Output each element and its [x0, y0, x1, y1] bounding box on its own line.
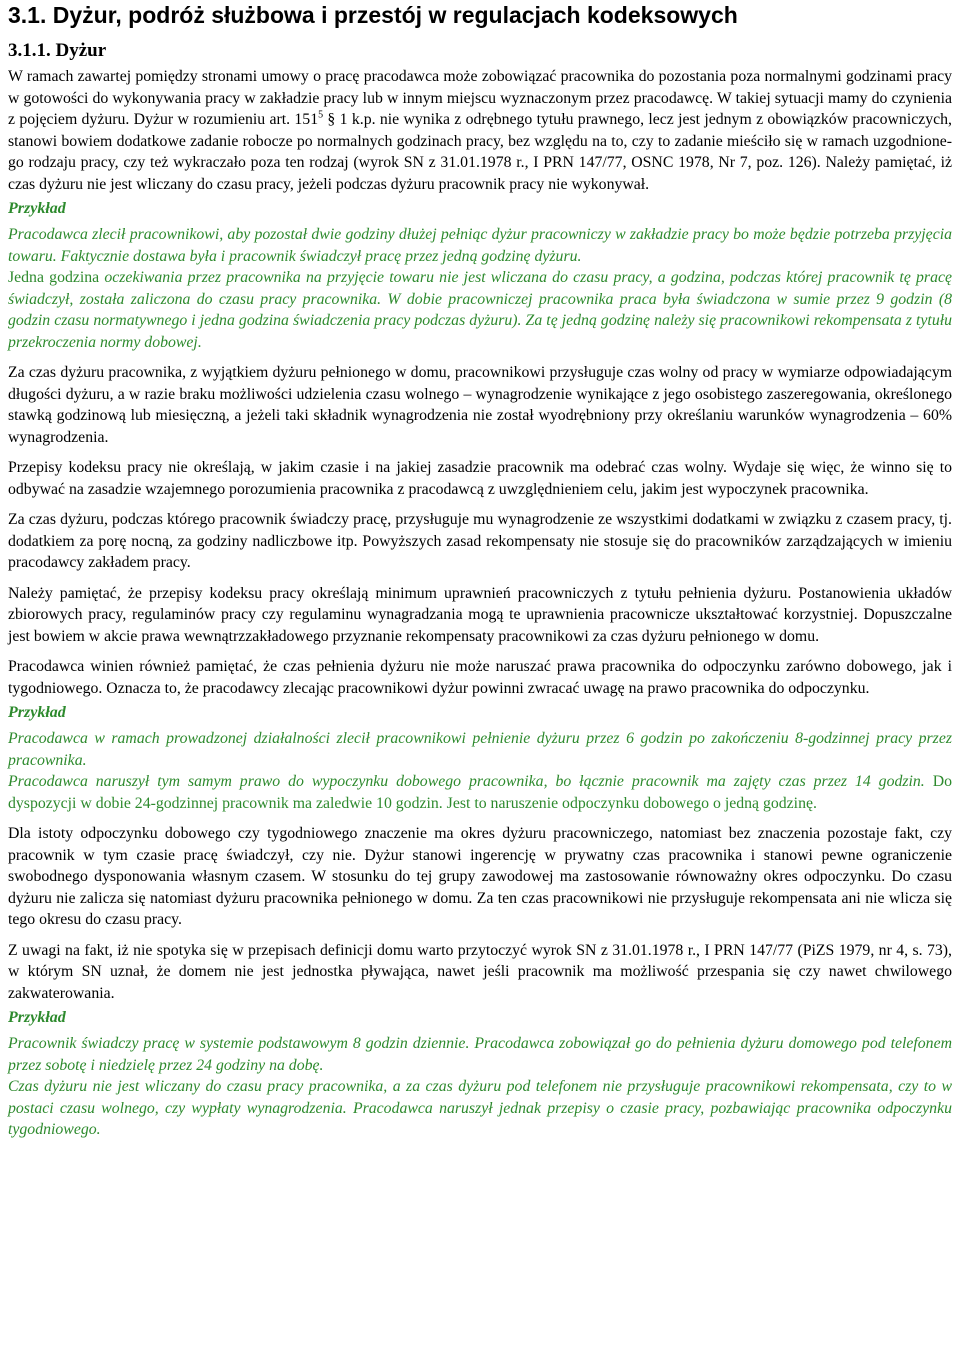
- body-paragraph: Dla istoty odpoczynku dobowego czy tygodniowego znaczenie ma okres dyżuru pracowniczego, natomiast bez znaczenia pozostaje fakt, czy pracownik w tym czasie pracę świadczył, czy nie. Dyżur stanowi ingerencję w prywatny czas pracownika i stanowi pewne ograniczenie swobodnego dysponowania własnym czasem. W stosunku do tej grupy zawodowej ma zastosowanie równoważny okres odpoczynku. Do czasu dyżuru nie zalicza się natomiast dyżuru pracownika pełnionego w domu. Za ten czas pracownikowi nie przysługuje rekompensata ani nie wlicza się tego okresu do czasu pracy.: [8, 825, 952, 928]
- body-paragraph: Z uwagi na fakt, iż nie spotyka się w przepisach definicji domu warto przytoczyć wyrok SN z 31.01.1978 r., I PRN 147/77 (PiZS 1979, nr 4, s. 73), w którym SN uznał, że domem nie jest jednostka pływająca, nawet jeśli pracownik ma możliwość przespania się czy nawet chwilowego zakwaterowania.: [8, 941, 952, 1002]
- example-label-3: Przykład: [8, 1009, 66, 1026]
- body-paragraph: Za czas dyżuru pracownika, z wyjątkiem dyżuru pełnionego w domu, pracownikowi przysługuje czas wolny od pracy w wymiarze odpowiadającym długości dyżuru, a w razie braku możliwości udzielenia czasu wolnego – wynagrodzenie wynikające z jego osobistego zaszeregowania, określonego stawką godzinową lub miesięczną, a jeżeli taki składnik wynagrodzenia nie został wyodrębniony przy określaniu warunków wynagrodzenia – 60% wynagrodzenia.: [8, 364, 952, 446]
- example-1-paragraph-2: [8, 267, 952, 353]
- example-2-paragraph-2: [8, 771, 952, 814]
- example-3-paragraph-2: Czas dyżuru nie jest wliczany do czasu pracy pracownika, a za czas dyżuru pod telefonem nie przysługuje pracownikowi rekompensata, czy to w postaci czasu wolnego, czy wypłaty wynagrodzenia. Pracodawca naruszył jednak przepisy o czasie pracy, pozbawiając pracownika odpoczynku tygodniowego.: [8, 1078, 952, 1138]
- example-2-paragraph-1: Pracodawca w ramach prowadzonej działalności zlecił pracownikowi pełnienie dyżuru przez 6 godzin po zakończeniu 8-godzinnej pracy przez pracownika.: [8, 730, 952, 769]
- example-2-text-italic: Pracodawca naruszył tym samym prawo do wypoczynku dobowego pracownika, bo łącznie pracownik ma zajęty czas przez 14 godzin.: [8, 773, 933, 790]
- body-paragraph: Za czas dyżuru, podczas którego pracownik świadczy pracę, przysługuje mu wynagrodzenie ze wszystkimi dodatkami w związku z czasem pracy, tj. dodatkiem za porę nocną, za godziny nadliczbowe itp. Powyższych zasad rekompensaty nie stosuje się do pracowników zarządzających w imieniu pracodawcy zakładem pracy.: [8, 511, 952, 571]
- example-1-text-upright: Jedna godzina: [8, 269, 105, 286]
- example-label-1: Przykład: [8, 200, 66, 217]
- example-label-2: Przykład: [8, 704, 66, 721]
- intro-text-a: W ramach zawartej pomiędzy stronami umowy o pracę pracodawca może zobowiązać pracownika do pozostania poza normalnymi godzinami pracy w gotowości do wykonywania pracy w zakładzie pracy lub w innym miejscu wyznaczonym przez pracodawcę. W takiej sytuacji mamy do czynienia z pojęciem dyżuru. Dyżur w rozumieniu art. 151: [8, 68, 952, 128]
- body-paragraph: Należy pamiętać, że przepisy kodeksu pracy określają minimum uprawnień pracowniczych z tytułu pełnienia dyżuru. Postanowienia układów zbiorowych pracy, regulaminów pracy czy regulaminu wynagradzania mogą te uprawnienia pracownicze ukształtować korzystniej. Dopuszczalne jest bowiem w akcie prawa wewnątrzzakładowego przyznanie rekompensaty pracownikowi za czas dyżuru pełnionego w domu.: [8, 584, 952, 645]
- document-page: [0, 2, 960, 1141]
- example-1-text-italic: oczekiwania przez pracownika na przyjęcie towaru nie jest wliczana do czasu pracy, a godzina, podczas której pracownik tę pracę świadczył, została zaliczona do czasu pracy pracownika. W dobie pracowniczej pracownika praca była świadczona w sumie przez 9 godzin (8 godzin czasu normatywnego i jedna godzina świadczenia pracy podczas dyżuru). Za tę jedną godzinę należy się pracownikowi rekompensata z tytułu przekroczenia normy dobowej.: [8, 269, 953, 351]
- subsection-title: 3.1.1. Dyżur: [8, 40, 107, 61]
- example-1-paragraph-1: Pracodawca zlecił pracownikowi, aby pozostał dwie godziny dłużej pełniąc dyżur pracowniczy w zakładzie pracy bo może będzie potrzeba przyjęcia towaru. Faktycznie dostawa była i pracownik świadczył pracę przez jedną godzinę dyżuru.: [8, 226, 952, 265]
- section-title: 3.1. Dyżur, podróż służbowa i przestój w regulacjach kodeksowych: [8, 2, 738, 28]
- intro-text-b: § 1 k.p. nie wynika z odrębnego tytułu prawnego, lecz jest jednym z obowiązków pracowniczych, stanowi bowiem dodatkowe zadanie robocze po normalnych godzinach pracy, bez względu na to, czy to zadanie mieściło się w ramach uzgodnionego rodzaju pracy, czy też wykraczało poza ten rodzaj (wyrok SN z 31.01.1978 r., I PRN 147/77, OSNC 1978, Nr 7, poz. 126). Należy pamiętać, iż czas dyżuru nie jest wliczany do czasu pracy, jeżeli podczas dyżuru pracownik pracy nie wykonywał.: [8, 111, 952, 193]
- body-paragraph: Przepisy kodeksu pracy nie określają, w jakim czasie i na jakiej zasadzie pracownik ma odebrać czas wolny. Wydaje się więc, że winno się to odbywać na zasadzie wzajemnego porozumienia pracownika z pracodawcą z uwzględnieniem celu, jakim jest wypoczynek pracownika.: [8, 459, 952, 498]
- example-2-text-upright: Do dyspozycji w dobie 24-godzinnej pracownik ma zaledwie 10 godzin. Jest to naruszenie odpoczynku dobowego o jedną godzinę.: [8, 773, 952, 812]
- body-paragraph: Pracodawca winien również pamiętać, że czas pełnienia dyżuru nie może naruszać prawa pracownika do odpoczynku zarówno dobowego, jak i tygodniowego. Oznacza to, że pracodawcy zlecając pracownikowi dyżur powinni zwracać uwagę na prawo pracownika do odpoczynku.: [8, 658, 952, 697]
- article-superscript: 5: [318, 109, 324, 121]
- intro-paragraph: [8, 66, 952, 195]
- example-3-paragraph-1: Pracownik świadczy pracę w systemie podstawowym 8 godzin dziennie. Pracodawca zobowiązał go do pełnienia dyżuru domowego pod telefonem przez sobotę i niedzielę przez 24 godziny na dobę.: [8, 1035, 952, 1074]
